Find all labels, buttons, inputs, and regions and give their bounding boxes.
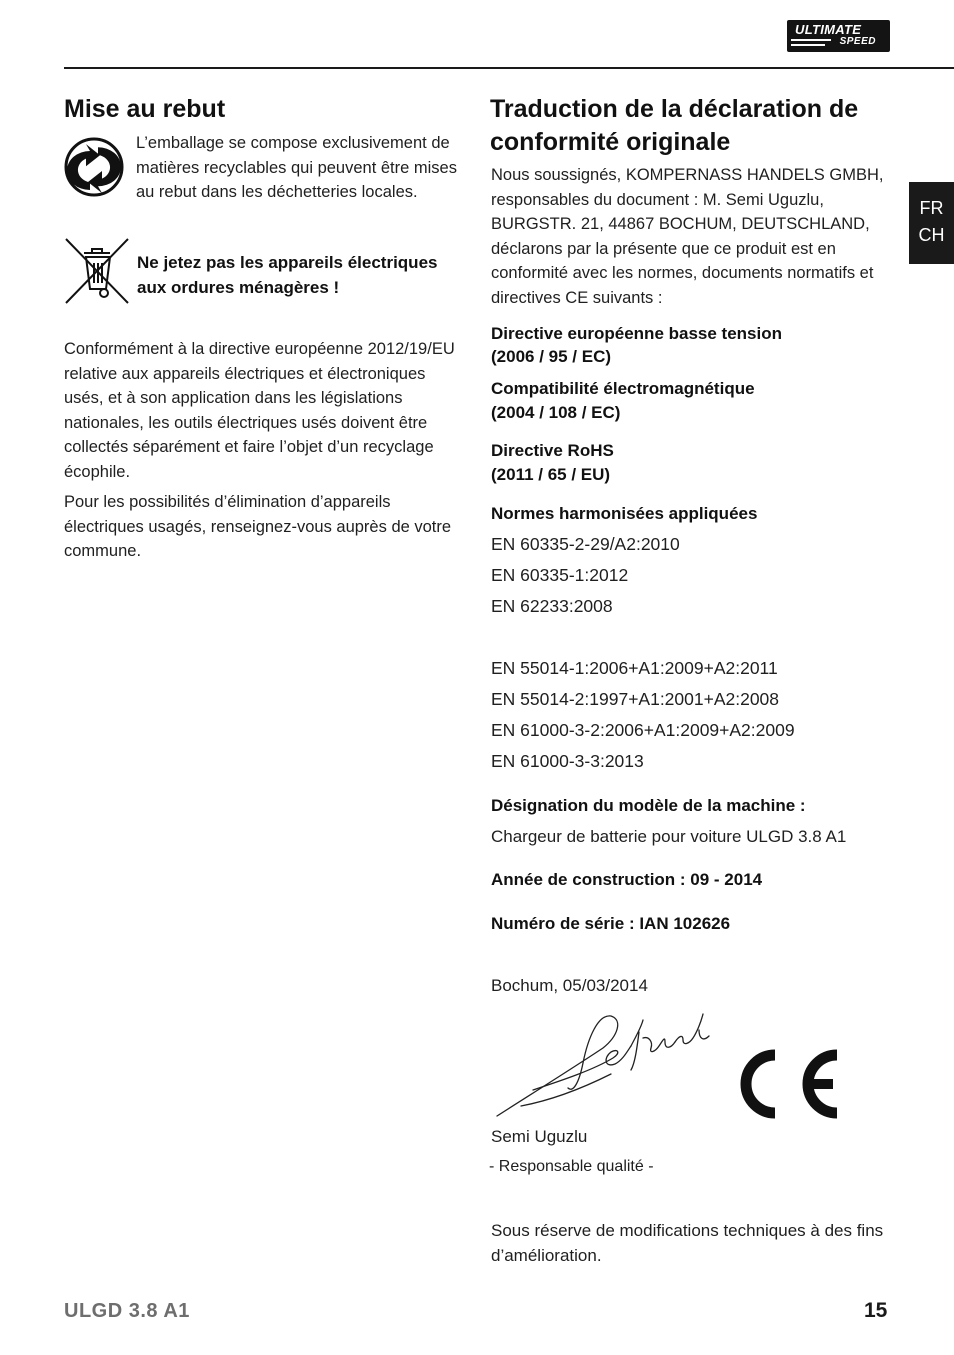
logo-text-top: ULTIMATE (795, 22, 862, 37)
signature-graphic (493, 1008, 723, 1123)
footer-model: ULGD 3.8 A1 (64, 1300, 190, 1322)
serial-number: Numéro de série : IAN 102626 (491, 914, 731, 933)
signer-role: - Responsable qualité - (489, 1158, 654, 1175)
directive-emc-name: Compatibilité électromagnétique (491, 379, 755, 398)
norm-item: EN 55014-1:2006+A1:2009+A2:2011 (491, 658, 778, 678)
norm-item: EN 60335-1:2012 (491, 565, 629, 585)
disposal-title: Mise au rebut (64, 95, 226, 123)
construction-year: Année de construction : 09 - 2014 (491, 870, 763, 889)
norm-item: EN 60335-2-29/A2:2010 (491, 534, 680, 554)
language-tab (909, 182, 954, 264)
model-heading: Désignation du modèle de la machine : (491, 796, 806, 815)
norm-item: EN 55014-2:1997+A1:2001+A2:2008 (491, 689, 780, 709)
model-value: Chargeur de batterie pour voiture ULGD 3.8 A1 (491, 827, 847, 846)
lang-ch: CH (918, 225, 945, 245)
disposal-advice-paragraph: Pour les possibilités d’élimination d’appareils électriques usagés, renseignez-vous auprès de votre commune. (64, 493, 452, 560)
directive-rohs-name: Directive RoHS (491, 441, 614, 460)
norm-item: EN 61000-3-3:2013 (491, 751, 644, 771)
signer-name: Semi Uguzlu (491, 1127, 588, 1146)
directive-emc-number: (2004 / 108 / EC) (491, 403, 621, 422)
page-number: 15 (864, 1299, 888, 1322)
declaration-intro: Nous soussignés, KOMPERNASS HANDELS GMBH, responsables du document : M. Semi Uguzlu, BURGSTR. 21, 44867 BOCHUM, DEUTSCHLAND, déclarons par la présente que ce produit est en conformité avec les normes, documents normatifs et directives CE suivants : (491, 166, 884, 307)
logo-text-bottom: SPEED (839, 36, 876, 47)
ce-mark-icon (735, 1045, 841, 1123)
packaging-text: L’emballage se compose exclusivement de matières recyclables qui peuvent être mises au rebut dans les déchetteries locales. (136, 134, 457, 201)
green-dot-recycle-icon (64, 137, 124, 197)
technical-changes-disclaimer: Sous réserve de modifications techniques à des fins d’amélioration. (491, 1221, 884, 1265)
brand-logo (787, 20, 890, 52)
place-date: Bochum, 05/03/2014 (491, 976, 648, 995)
directive-lv-name: Directive européenne basse tension (491, 324, 782, 343)
directive-rohs-number: (2011 / 65 / EU) (491, 465, 611, 484)
weee-directive-paragraph: Conformément à la directive européenne 2012/19/EU relative aux appareils électriques et électroniques usés, et à son application dans les législations nationales, les outils électriques usés doivent être collectés séparément et faire l’objet d’un recyclage écophile. (64, 340, 455, 481)
directive-lv-number: (2006 / 95 / EC) (491, 347, 612, 366)
norm-item: EN 61000-3-2:2006+A1:2009+A2:2009 (491, 720, 795, 740)
norm-item: EN 62233:2008 (491, 596, 613, 616)
norms-heading: Normes harmonisées appliquées (491, 504, 758, 523)
lang-fr: FR (919, 198, 944, 218)
weee-warning: Ne jetez pas les appareils électriques aux ordures ménagères ! (137, 253, 438, 297)
declaration-title: Traduction de la déclaration de conformité originale (490, 95, 859, 156)
crossed-bin-icon (64, 237, 130, 305)
header-rule (64, 67, 954, 69)
